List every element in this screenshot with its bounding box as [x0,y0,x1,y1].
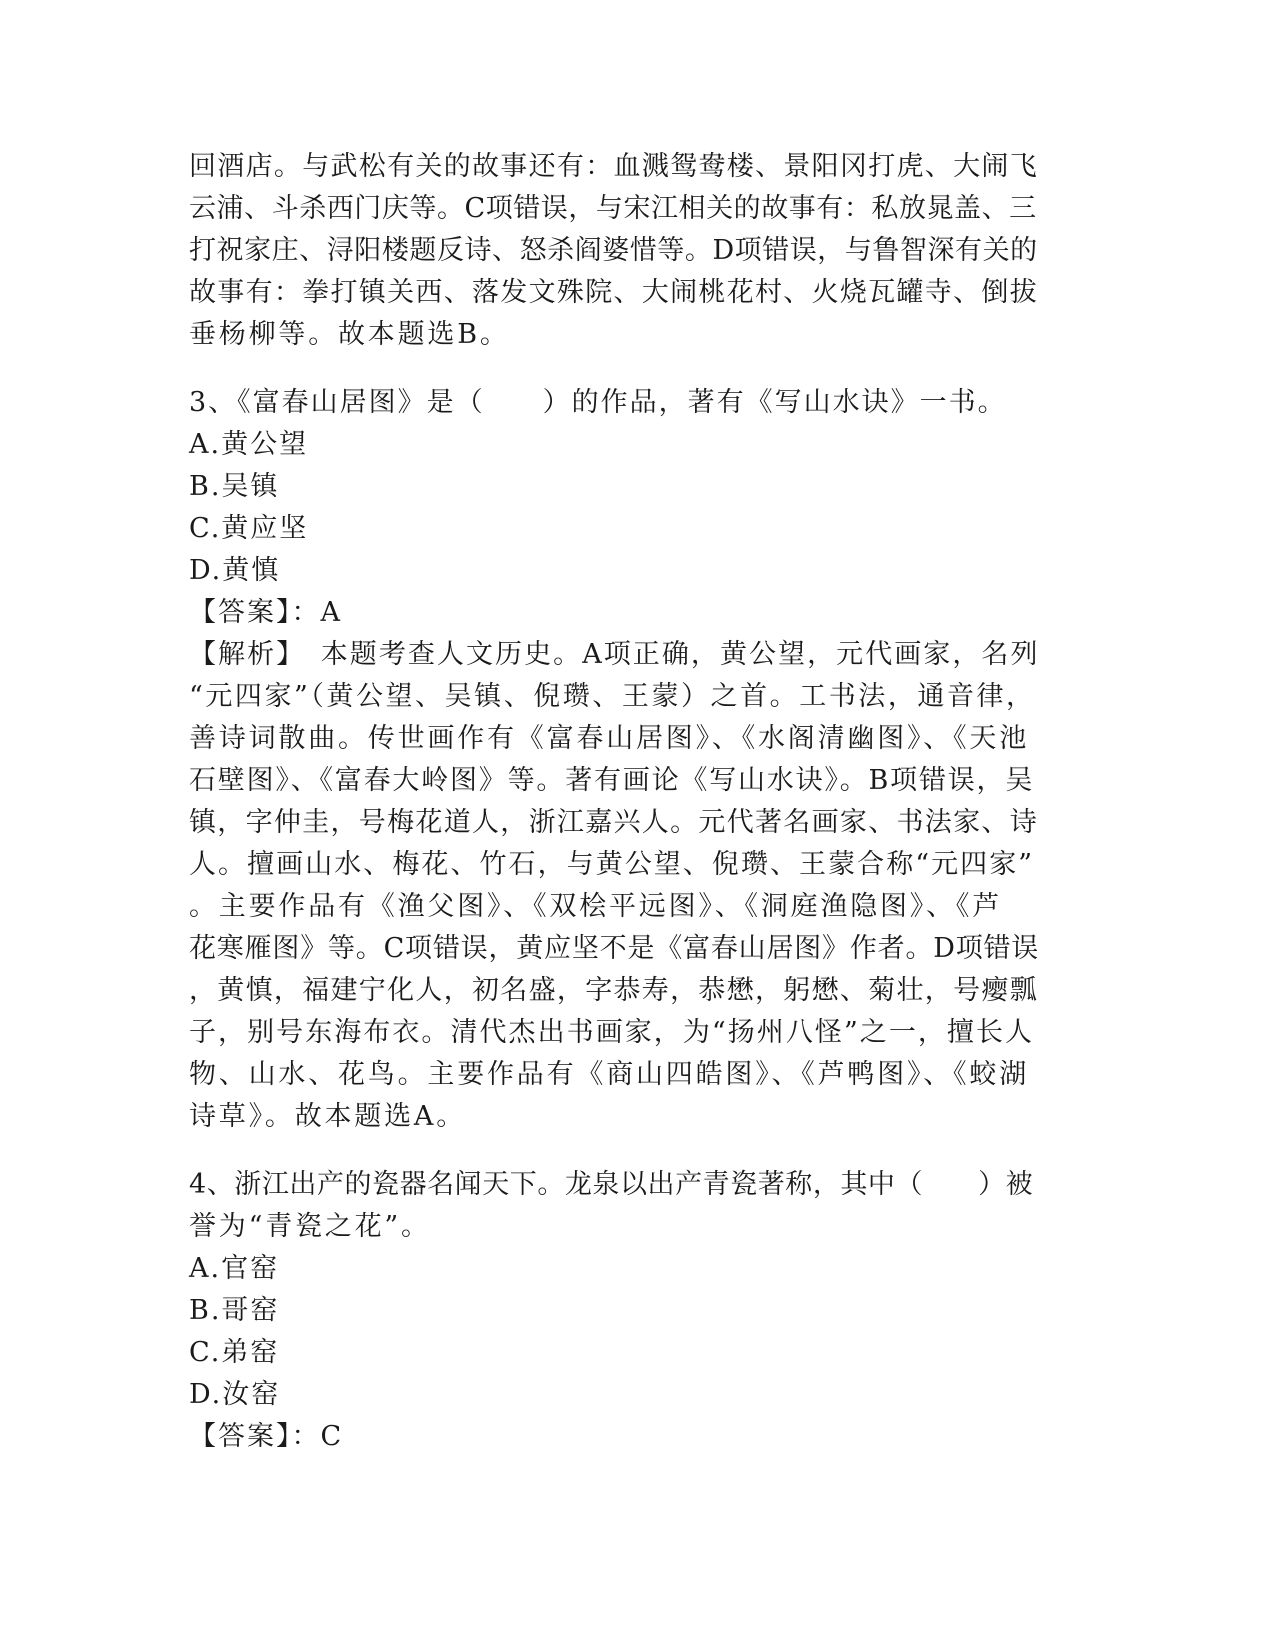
q3-option-c: C.黄应坚 [189,513,309,544]
q3-analysis-line: 。主要作品有《渔父图》、《双桧平远图》、《洞庭渔隐图》、《芦 [189,891,1002,922]
q3-analysis-line: 子，别号东海布衣。清代杰出书画家，为“扬州八怪”之一，擅长人 [189,1017,1035,1048]
q4-option-a: A.官窑 [189,1253,280,1284]
q3-answer: 【答案】：A [189,597,342,628]
q3-analysis-line: 【解析】 本题考查人文历史。A项正确，黄公望，元代画家，名列 [189,639,1040,670]
q2-analysis-line: 回酒店。与武松有关的故事还有：血溅鸳鸯楼、景阳冈打虎、大闹飞 [189,151,1038,182]
q3-question: 3、《富春山居图》是（ ）的作品，著有《写山水诀》一书。 [189,387,1007,418]
q4-question-line: 4、浙江出产的瓷器名闻天下。龙泉以出产青瓷著称，其中（ ）被 [189,1169,1034,1200]
q2-analysis-line: 云浦、斗杀西门庆等。C项错误，与宋江相关的故事有：私放晁盖、三 [189,193,1037,224]
q2-analysis-line: 打祝家庄、浔阳楼题反诗、怒杀阎婆惜等。D项错误，与鲁智深有关的 [189,235,1038,266]
q2-analysis-line: 垂杨柳等。故本题选B。 [189,319,510,350]
q3-option-b: B.吴镇 [189,471,280,502]
q3-analysis-line: 人。擅画山水、梅花、竹石，与黄公望、倪瓒、王蒙合称“元四家” [189,849,1035,880]
q4-option-d: D.汝窑 [189,1379,281,1410]
q3-analysis-line: ，黄慎，福建宁化人，初名盛，字恭寿，恭懋，躬懋、菊壮，号瘿瓢 [189,975,1038,1006]
q3-analysis-line: 善诗词散曲。传世画作有《富春山居图》、《水阁清幽图》、《天池 [189,723,1029,754]
q4-answer: 【答案】：C [189,1421,344,1452]
q3-analysis-line: 物、山水、花鸟。主要作品有《商山四皓图》、《芦鸭图》、《蛟湖 [189,1059,1029,1090]
q2-analysis-line: 故事有：拳打镇关西、落发文殊院、大闹桃花村、火烧瓦罐寺、倒拔 [189,277,1038,308]
q4-option-b: B.哥窑 [189,1295,280,1326]
q4-option-c: C.弟窑 [189,1337,280,1368]
q3-option-a: A.黄公望 [189,429,309,460]
q4-question-line: 誉为“青瓷之花”。 [189,1211,431,1242]
q3-analysis-line: 花寒雁图》等。C项错误，黄应坚不是《富春山居图》作者。D项错误 [189,933,1040,964]
q3-analysis-line: 诗草》。故本题选A。 [189,1101,466,1132]
q3-option-d: D.黄慎 [189,555,281,586]
q3-analysis-line: 石壁图》、《富春大岭图》等。著有画论《写山水诀》。B项错误，吴 [189,765,1035,796]
q3-analysis-line: 镇，字仲圭，号梅花道人，浙江嘉兴人。元代著名画家、书法家、诗 [189,807,1038,838]
q3-analysis-line: “元四家”（黄公望、吴镇、倪瓒、王蒙）之首。工书法，通音律， [189,681,1036,712]
